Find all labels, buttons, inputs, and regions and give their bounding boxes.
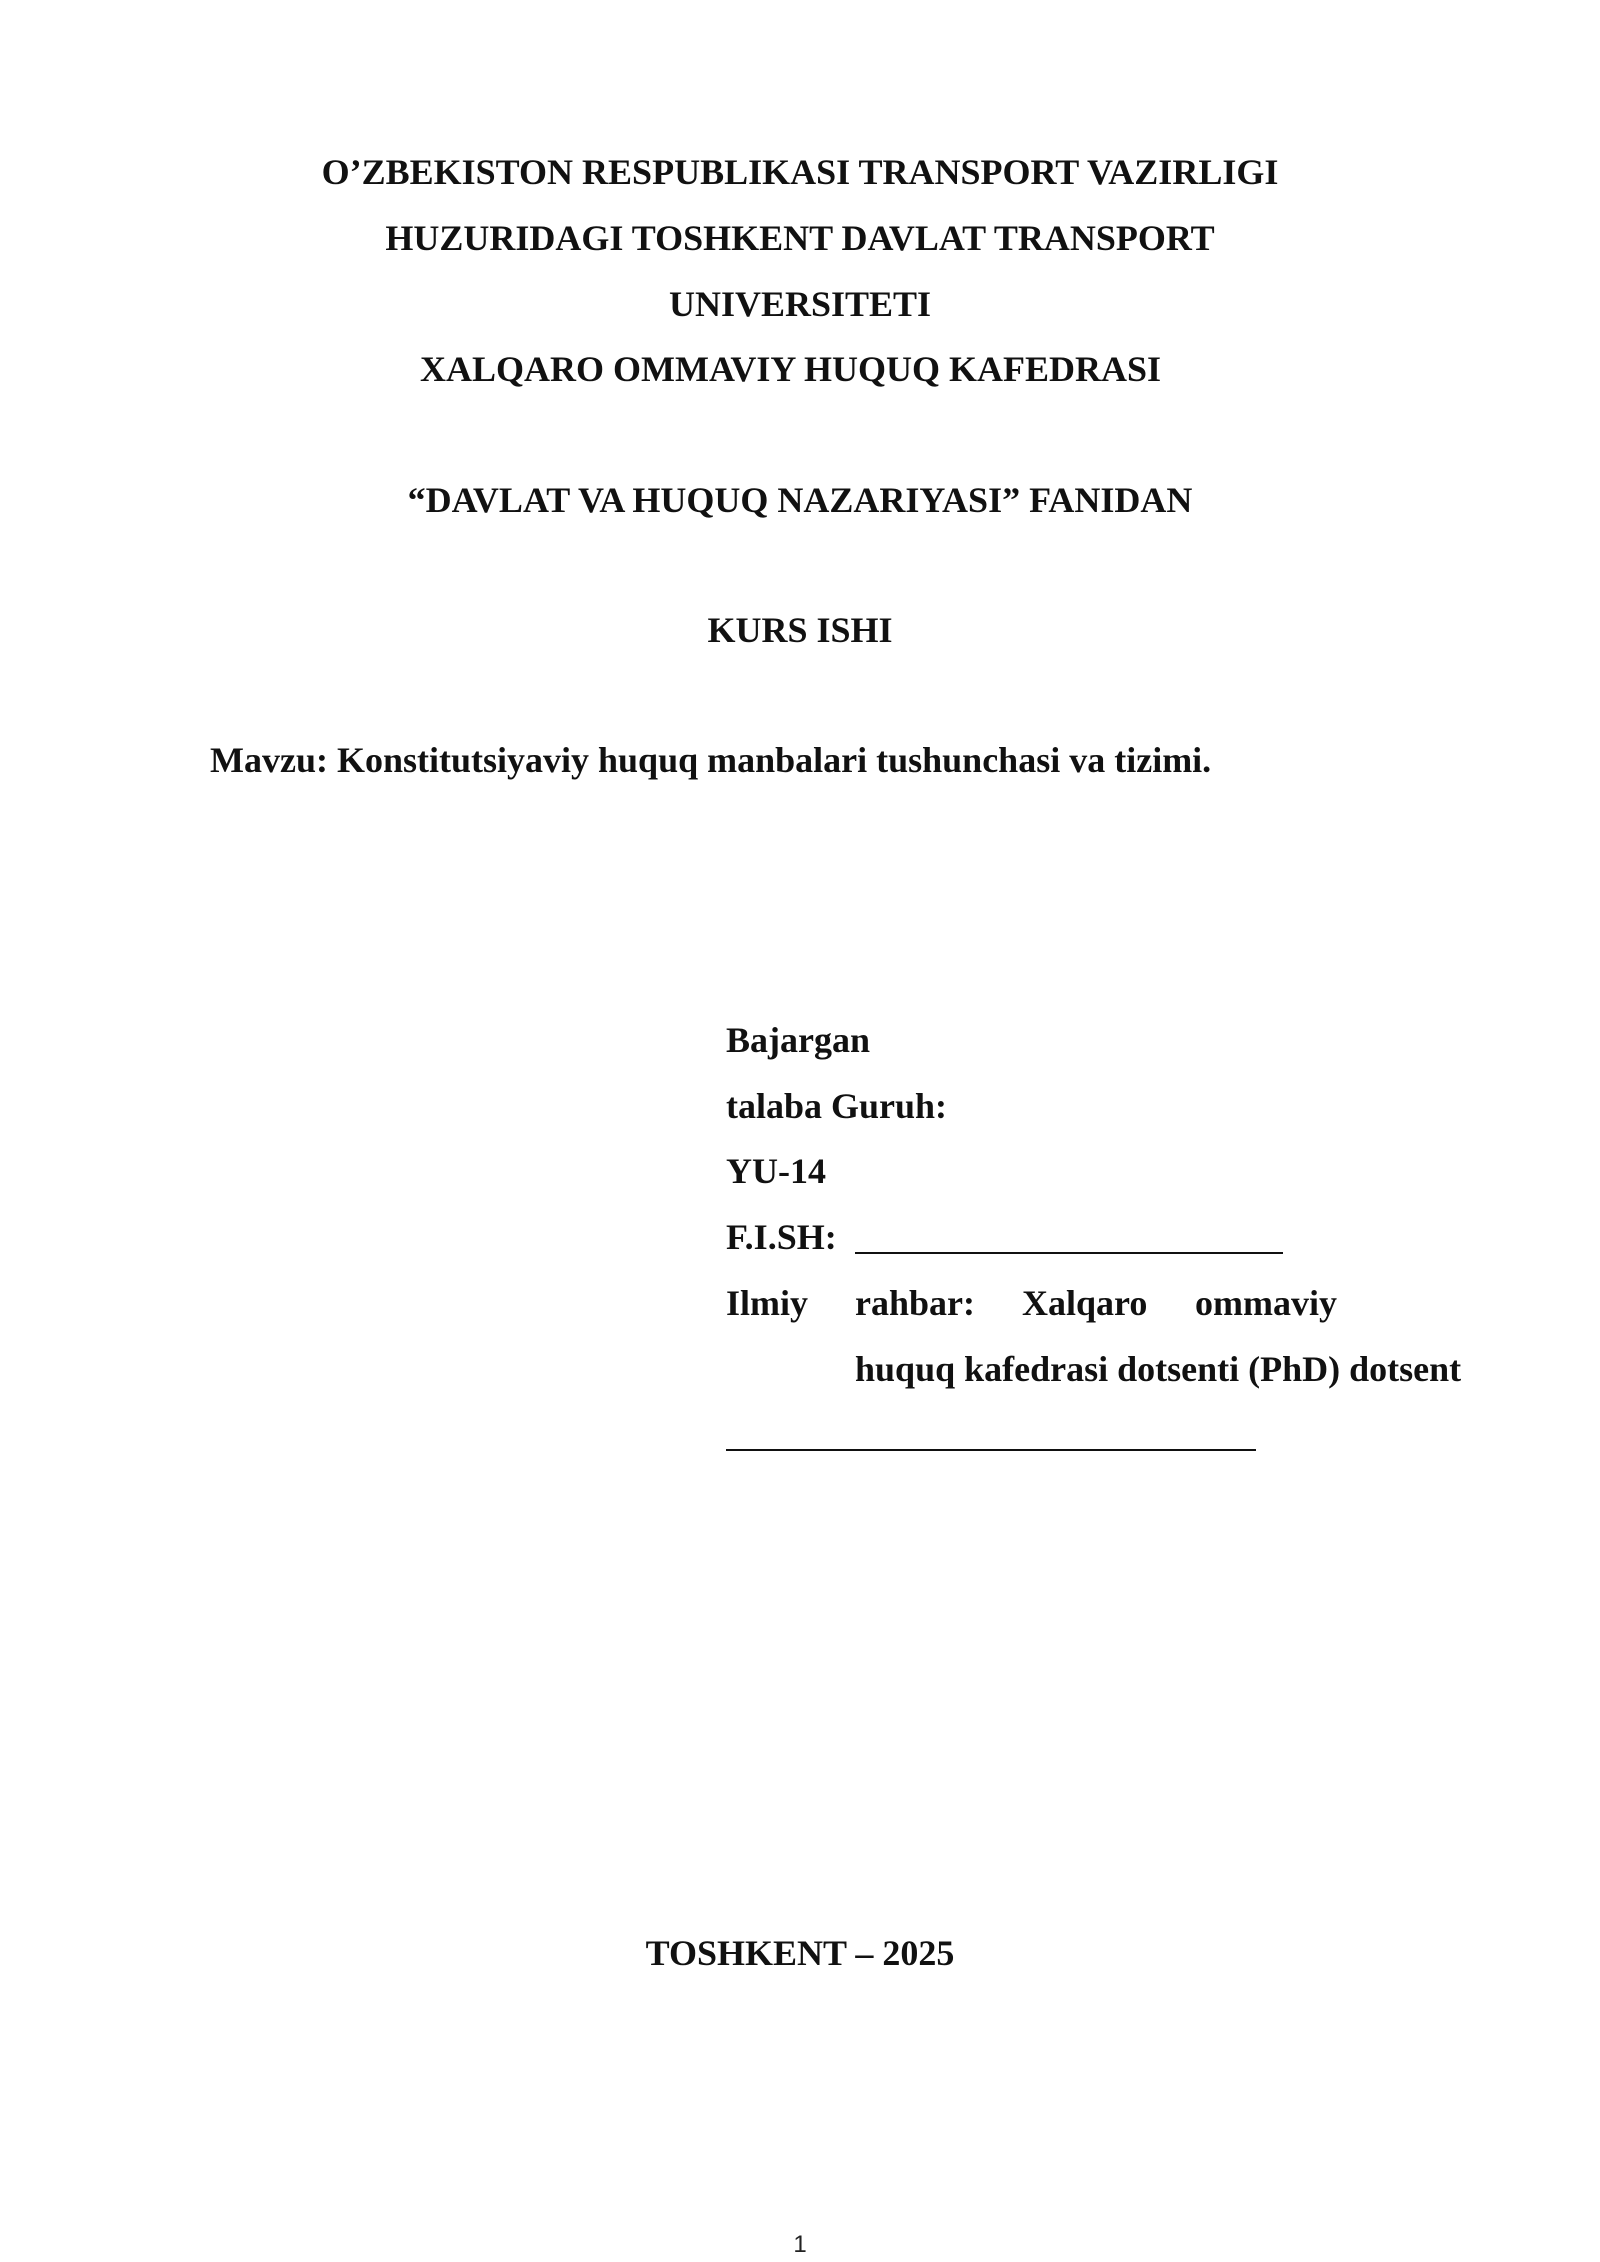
topic-line: Mavzu: Konstitutsiyaviy huquq manbalari tushunchasi va tizimi. — [210, 740, 1212, 780]
advisor-word-4: ommaviy — [1195, 1283, 1337, 1323]
fish-underline — [855, 1252, 1283, 1254]
university-line-2: UNIVERSITETI — [668, 284, 932, 324]
page-number: 1 — [793, 2231, 807, 2258]
city-year: TOSHKENT – 2025 — [645, 1933, 955, 1973]
subject-title: “DAVLAT VA HUQUQ NAZARIYASI” FANIDAN — [407, 480, 1193, 520]
document-type-title: KURS ISHI — [707, 610, 893, 650]
advisor-title-line: huquq kafedrasi dotsenti (PhD) dotsent — [855, 1349, 1462, 1389]
advisor-word-1: Ilmiy — [726, 1283, 809, 1323]
student-group-label: talaba Guruh: — [726, 1086, 948, 1126]
completed-by-label: Bajargan — [726, 1020, 870, 1060]
advisor-signature-underline — [726, 1449, 1256, 1451]
advisor-word-3: Xalqaro — [1022, 1283, 1148, 1323]
group-code: YU-14 — [726, 1151, 826, 1191]
fish-label: F.I.SH: — [726, 1217, 837, 1257]
university-line-1: HUZURIDAGI TOSHKENT DAVLAT TRANSPORT — [385, 218, 1215, 258]
ministry-line: O’ZBEKISTON RESPUBLIKASI TRANSPORT VAZIRLIGI — [321, 152, 1279, 192]
advisor-word-2: rahbar: — [855, 1283, 975, 1323]
department-line: XALQARO OMMAVIY HUQUQ KAFEDRASI — [420, 349, 1162, 389]
